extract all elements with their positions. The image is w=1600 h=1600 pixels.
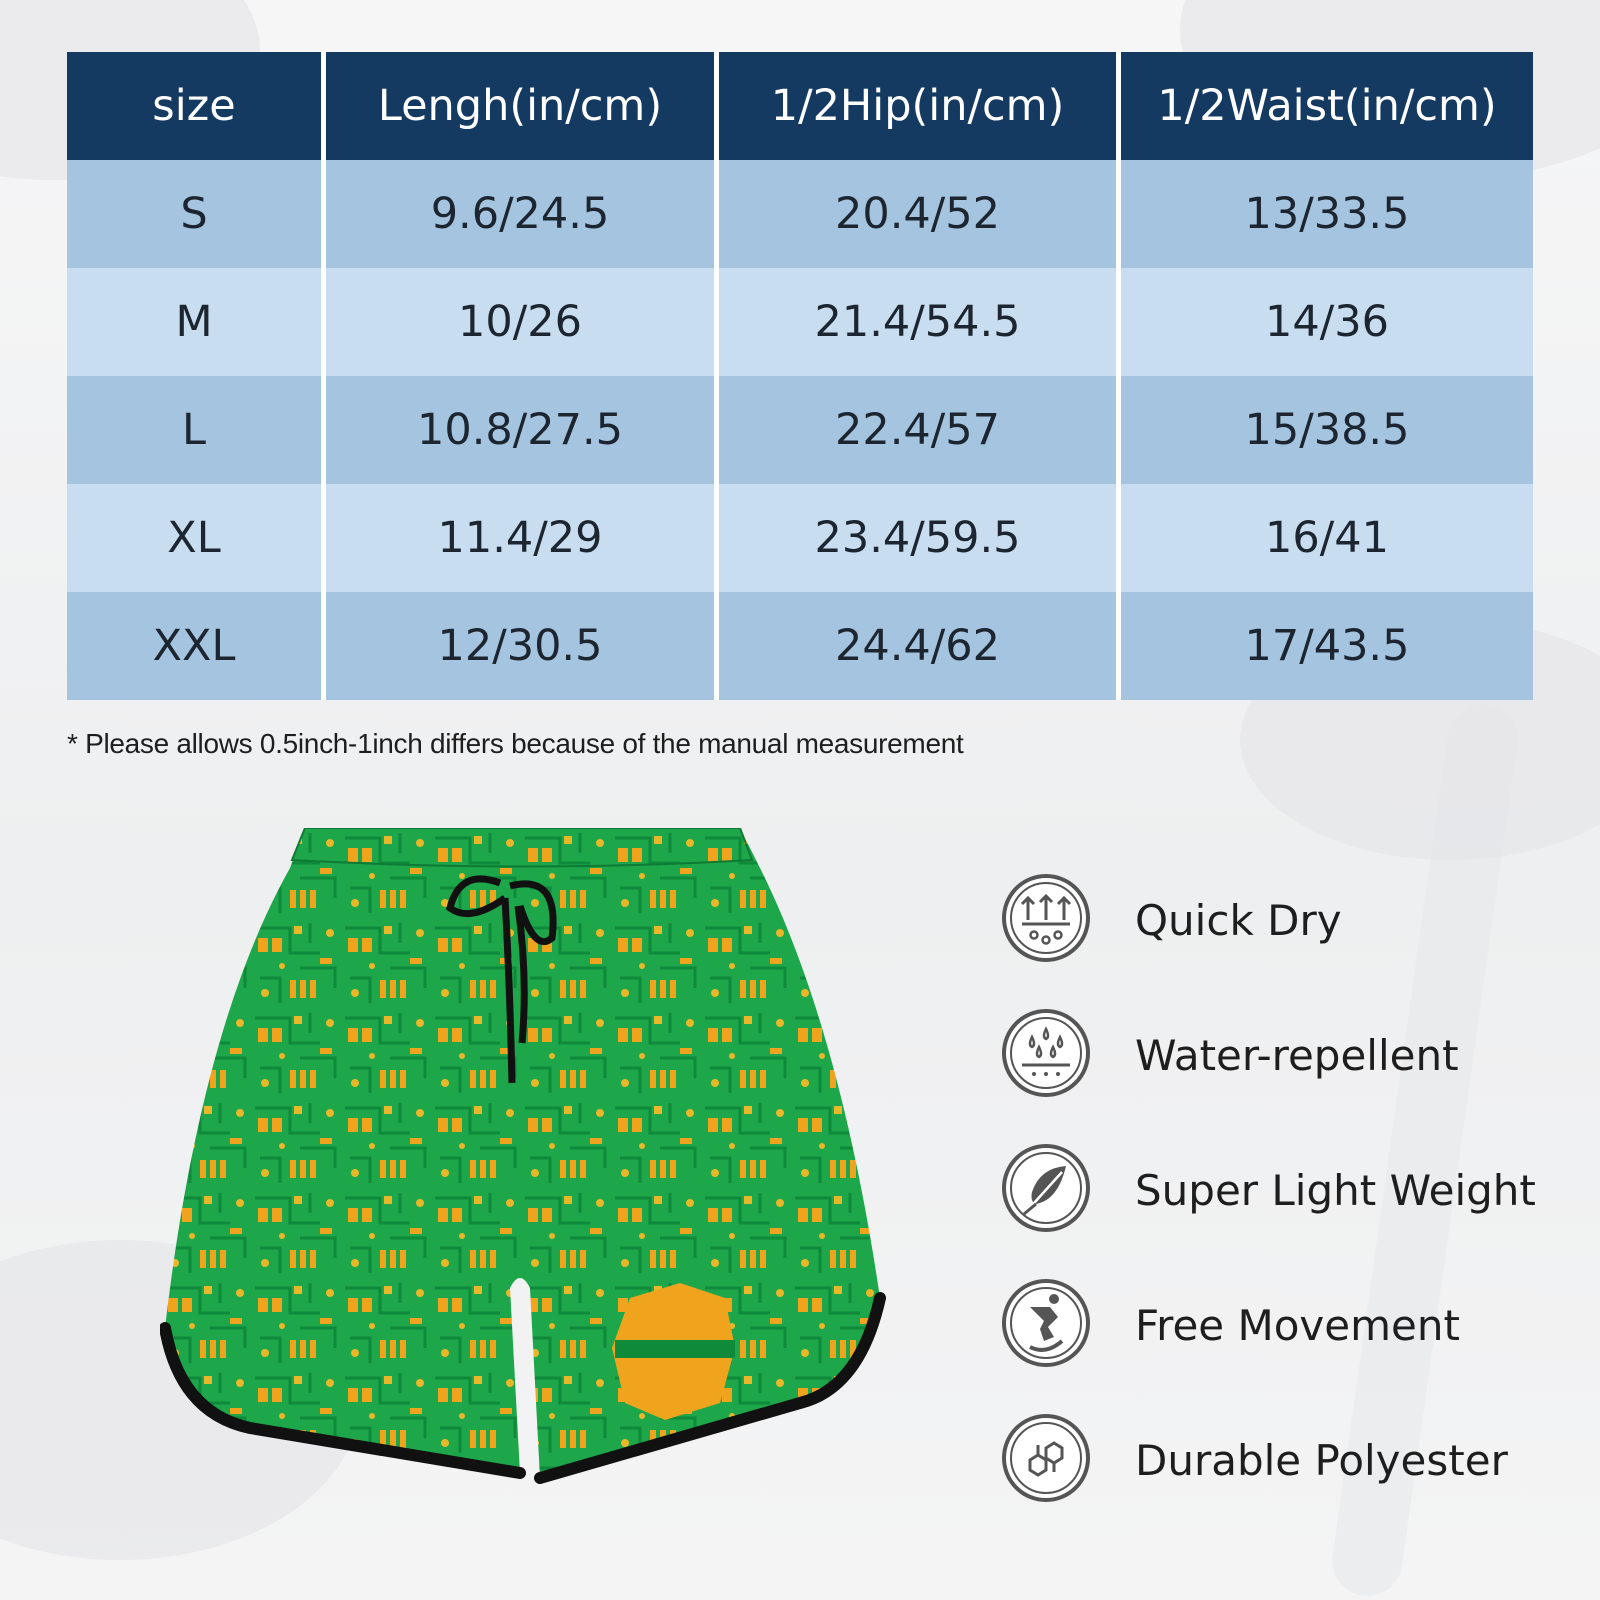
cell-length: 11.4/29 bbox=[326, 484, 719, 592]
feature-label: Super Light Weight bbox=[1135, 1166, 1536, 1215]
cell-size: XXL bbox=[67, 592, 326, 700]
measurement-note: * Please allows 0.5inch-1inch differs because of the manual measurement bbox=[67, 728, 964, 759]
cell-length: 9.6/24.5 bbox=[326, 160, 719, 268]
cell-half-waist: 15/38.5 bbox=[1121, 376, 1533, 484]
header-size: size bbox=[67, 52, 326, 160]
header-half-hip: 1/2Hip(in/cm) bbox=[719, 52, 1121, 160]
cell-size: M bbox=[67, 268, 326, 376]
feature-water-repellent bbox=[1000, 1007, 1560, 1103]
cell-length: 10.8/27.5 bbox=[326, 376, 719, 484]
cell-length: 12/30.5 bbox=[326, 592, 719, 700]
table-row bbox=[67, 268, 1533, 376]
feature-label: Water-repellent bbox=[1135, 1031, 1459, 1080]
cell-half-waist: 13/33.5 bbox=[1121, 160, 1533, 268]
header-length: Lengh(in/cm) bbox=[326, 52, 719, 160]
feature-label: Durable Polyester bbox=[1135, 1436, 1508, 1485]
cell-half-waist: 17/43.5 bbox=[1121, 592, 1533, 700]
cell-half-hip: 24.4/62 bbox=[719, 592, 1121, 700]
cell-half-hip: 21.4/54.5 bbox=[719, 268, 1121, 376]
feature-quick-dry bbox=[1000, 872, 1560, 968]
cell-size: XL bbox=[67, 484, 326, 592]
table-row bbox=[67, 376, 1533, 484]
cell-half-waist: 16/41 bbox=[1121, 484, 1533, 592]
water-repellent-icon bbox=[1000, 1007, 1092, 1099]
feature-super-light-weight bbox=[1000, 1142, 1560, 1238]
cell-half-hip: 23.4/59.5 bbox=[719, 484, 1121, 592]
table-row bbox=[67, 160, 1533, 268]
feather-icon bbox=[1000, 1142, 1092, 1234]
product-shorts-image bbox=[160, 828, 900, 1518]
cell-half-hip: 22.4/57 bbox=[719, 376, 1121, 484]
size-chart-header-row bbox=[67, 52, 1533, 160]
shorts-illustration bbox=[160, 828, 900, 1518]
cell-half-hip: 20.4/52 bbox=[719, 160, 1121, 268]
feature-label: Free Movement bbox=[1135, 1301, 1460, 1350]
size-chart-table bbox=[67, 52, 1533, 700]
feature-label: Quick Dry bbox=[1135, 896, 1342, 945]
skater-icon bbox=[1000, 1277, 1092, 1369]
molecule-icon bbox=[1000, 1412, 1092, 1504]
cell-half-waist: 14/36 bbox=[1121, 268, 1533, 376]
table-row bbox=[67, 484, 1533, 592]
header-half-waist: 1/2Waist(in/cm) bbox=[1121, 52, 1533, 160]
quick-dry-icon bbox=[1000, 872, 1092, 964]
feature-free-movement bbox=[1000, 1277, 1560, 1373]
cell-length: 10/26 bbox=[326, 268, 719, 376]
table-row bbox=[67, 592, 1533, 700]
cell-size: L bbox=[67, 376, 326, 484]
feature-durable-polyester bbox=[1000, 1412, 1560, 1508]
cell-size: S bbox=[67, 160, 326, 268]
